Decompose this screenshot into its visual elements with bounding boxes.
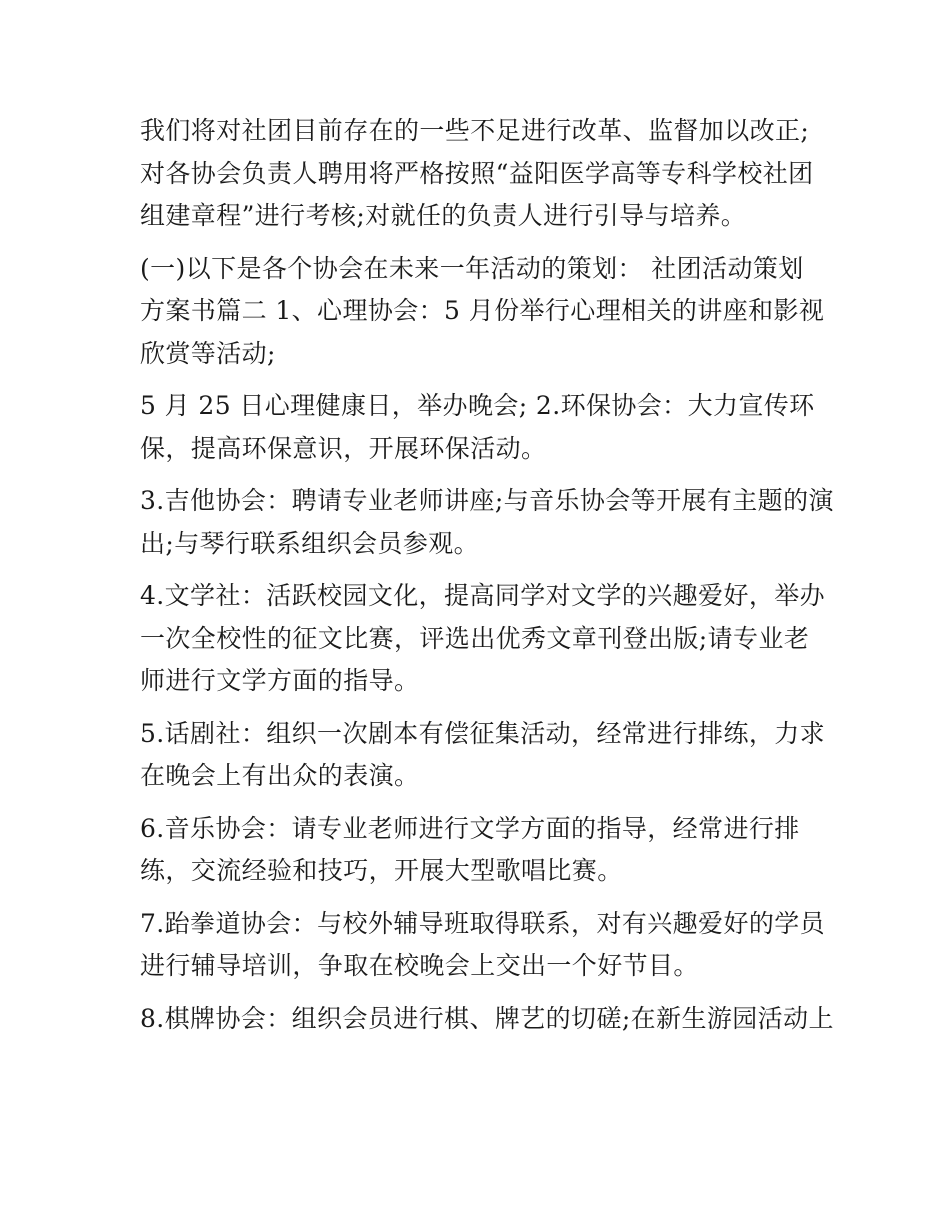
paragraph-taekwondo [140, 903, 826, 988]
text-line: 3.吉他协会：聘请专业老师讲座;与音乐协会等开展有主题的演 [140, 486, 834, 515]
text-line: 组建章程”进行考核;对就任的负责人进行引导与培养。 [140, 201, 747, 230]
text-line: 5.话剧社：组织一次剧本有偿征集活动，经常进行排练，力求 [140, 718, 826, 748]
paragraph-music [140, 808, 820, 893]
text-line: 我们将对社团目前存在的一些不足进行改革、监督加以改正; [140, 116, 810, 145]
text-line: 5 月 25 日心理健康日，举办晚会; 2.环保协会：大力宣传环 [140, 391, 815, 420]
text-line: 师进行文学方面的指导。 [140, 666, 420, 695]
text-line: 出;与琴行联系组织会员参观。 [140, 528, 480, 558]
paragraph-chess-cards [140, 998, 834, 1041]
text-line: 在晚会上有出众的表演。 [140, 761, 420, 790]
paragraph-reform [140, 110, 820, 238]
text-line: 方案书篇二 1、心理协会：5 月份举行心理相关的讲座和影视 [140, 296, 825, 325]
paragraph-plan-intro [140, 248, 825, 376]
text-line: 进行辅导培训，争取在校晚会上交出一个好节目。 [140, 951, 699, 980]
text-line: 欣赏等活动; [140, 338, 276, 368]
paragraph-psych-environment [140, 385, 820, 470]
text-line: 对各协会负责人聘用将严格按照“益阳医学高等专科学校社团 [140, 158, 814, 188]
text-line: 一次全校性的征文比赛，评选出优秀文章刊登出版;请专业老 [140, 623, 810, 653]
text-line: 6.音乐协会：请专业老师进行文学方面的指导，经常进行排 [140, 813, 800, 843]
document-body [140, 110, 834, 1040]
paragraph-drama [140, 713, 826, 798]
text-line: 8.棋牌协会：组织会员进行棋、牌艺的切磋;在新生游园活动上 [140, 1003, 834, 1033]
paragraph-literature [140, 575, 826, 703]
text-line: 7.跆拳道协会：与校外辅导班取得联系，对有兴趣爱好的学员 [140, 908, 826, 938]
text-line: 保，提高环保意识，开展环保活动。 [140, 433, 547, 463]
text-line: 练，交流经验和技巧，开展大型歌唱比赛。 [140, 856, 623, 885]
text-line: (一)以下是各个协会在未来一年活动的策划： 社团活动策划 [140, 253, 804, 283]
text-line: 4.文学社：活跃校园文化，提高同学对文学的兴趣爱好，举办 [140, 581, 826, 610]
paragraph-guitar [140, 480, 834, 565]
